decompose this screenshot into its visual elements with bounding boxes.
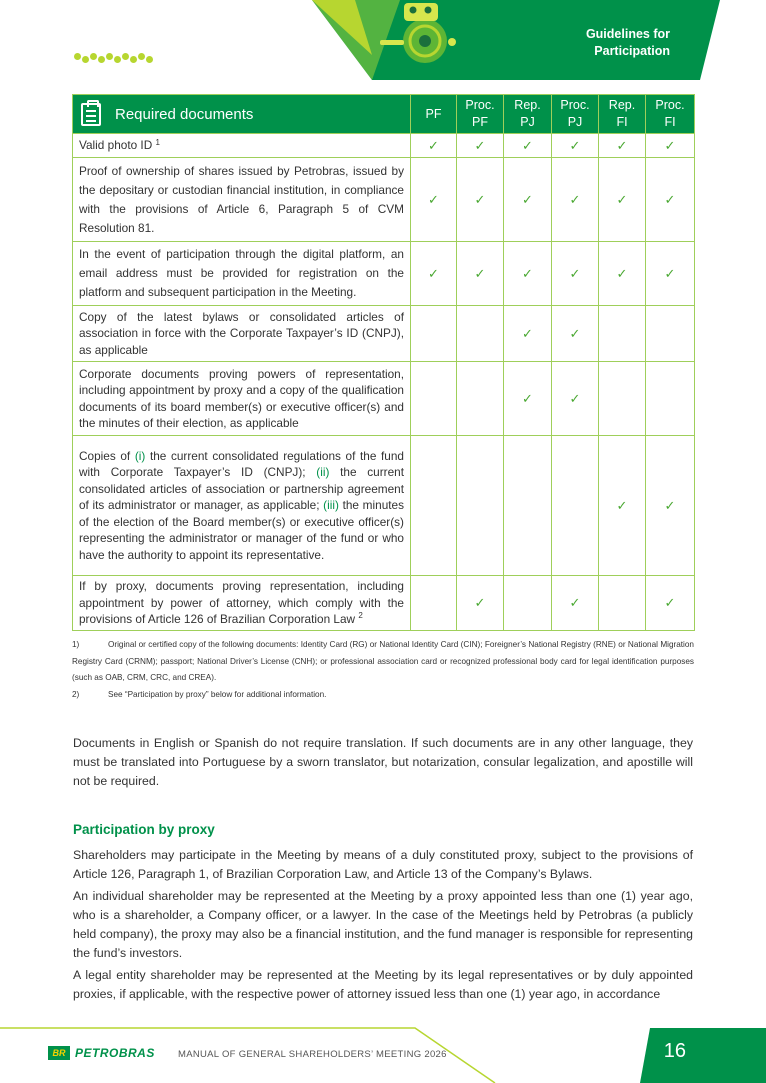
check-icon: ✓ xyxy=(457,158,504,242)
check-icon: ✓ xyxy=(599,242,646,306)
check-icon: ✓ xyxy=(599,436,646,576)
check-icon: ✓ xyxy=(552,362,599,436)
row-label: Copy of the latest bylaws or consolidated articles of association in force with the Corporate Taxpayer’s ID (CNPJ), as applicable xyxy=(73,306,411,362)
check-icon: ✓ xyxy=(646,158,695,242)
check-icon: ✓ xyxy=(552,158,599,242)
check-icon: ✓ xyxy=(646,134,695,158)
section-title-line1: Guidelines for xyxy=(585,27,670,41)
column-header-proc-pj: Proc. PJ xyxy=(552,95,599,134)
translation-paragraph: Documents in English or Spanish do not require translation. If such documents are in any other language, they must be translated into Portuguese by a sworn translator, but notarization, consular legalization, and apostille will not be required. xyxy=(73,736,693,788)
footer-decoration xyxy=(0,1000,766,1083)
clipboard-icon xyxy=(81,103,101,126)
proxy-paragraph-1: Shareholders may participate in the Meeting by means of a duly constituted proxy, subject to the provisions of Article 126, Paragraph 1, of Brazilian Corporation Law, and Article 13 of the Company’s Bylaws. xyxy=(73,848,693,881)
table-row xyxy=(73,158,695,242)
table-title: Required documents xyxy=(115,105,254,123)
proxy-heading: Participation by proxy xyxy=(73,822,215,837)
check-icon: ✓ xyxy=(552,576,599,631)
row-label: In the event of participation through the digital platform, an email address must be provided for registration on the platform and subsequent participation in the Meeting. xyxy=(73,242,411,306)
check-icon: ✓ xyxy=(504,306,552,362)
table-header-row xyxy=(73,95,695,134)
check-icon: ✓ xyxy=(457,134,504,158)
check-icon: ✓ xyxy=(599,158,646,242)
proxy-paragraph-2: An individual shareholder may be represented at the Meeting by a proxy appointed less than one (1) year ago, who is a shareholder, a Company officer, or a lawyer. In the case of the Meetings held by Petrobras (a publicly held company), the proxy may also be a financial institution, and the fund manager is responsible for representing the fund’s investors. xyxy=(73,889,693,960)
table-title-cell xyxy=(73,95,411,134)
petrobras-logo xyxy=(48,1046,155,1060)
check-icon: ✓ xyxy=(552,134,599,158)
check-icon: ✓ xyxy=(552,242,599,306)
check-icon: ✓ xyxy=(646,242,695,306)
row-label: If by proxy, documents proving representation, including appointment by power of attorney, which comply with the provisions of Article 126 of Brazilian Corporation Law $^2$ xyxy=(73,576,411,631)
required-documents-table xyxy=(72,94,695,631)
logo-text: PETROBRAS xyxy=(75,1046,155,1060)
check-icon: ✓ xyxy=(411,158,457,242)
table-row xyxy=(73,134,695,158)
check-icon: ✓ xyxy=(504,242,552,306)
column-header-proc-fi: Proc. FI xyxy=(646,95,695,134)
table-row xyxy=(73,436,695,576)
check-icon: ✓ xyxy=(646,576,695,631)
proxy-paragraph-3: A legal entity shareholder may be represented at the Meeting by its legal representatives or by duly appointed proxies, if applicable, with the respective power of attorney issued less than one (1) year ago, in accordance xyxy=(73,968,693,1001)
check-icon: ✓ xyxy=(504,134,552,158)
table-row xyxy=(73,242,695,306)
section-title-line2: Participation xyxy=(594,44,670,58)
row-label: Proof of ownership of shares issued by Petrobras, issued by the depositary or custodian financial institution, in compliance with the provisions of Article 6, Paragraph 5 of CVM Resolution 81. xyxy=(73,158,411,242)
page-number: 16 xyxy=(663,1040,686,1062)
check-icon: ✓ xyxy=(457,576,504,631)
check-icon: ✓ xyxy=(599,134,646,158)
manual-title: MANUAL OF GENERAL SHAREHOLDERS’ MEETING 2026 xyxy=(178,1049,447,1060)
footnote-1: 1) Original or certified copy of the following documents: Identity Card (RG) or National Identity Card (CIN); Foreigner’s National Registry (RNE) or National Migration Registry Card (CRNM); passport; National Driver’s License (CNH); or professional association card or recognized professional body card for legal identification purposes (such as OAB, CRM, CRC, and CREA). xyxy=(72,640,694,682)
section-title xyxy=(586,26,670,60)
footnote-2: 2) See “Participation by proxy” below for additional information. xyxy=(72,689,327,699)
check-icon: ✓ xyxy=(552,306,599,362)
decorative-dots xyxy=(74,53,153,63)
column-header-proc-pf: Proc. PF xyxy=(457,95,504,134)
table-row xyxy=(73,362,695,436)
column-header-rep-fi: Rep. FI xyxy=(599,95,646,134)
logo-badge: BR xyxy=(48,1046,70,1060)
check-icon: ✓ xyxy=(504,158,552,242)
row-label: Valid photo ID $^1$ xyxy=(73,134,411,158)
table-row xyxy=(73,576,695,631)
check-icon: ✓ xyxy=(457,242,504,306)
footnotes xyxy=(72,637,694,703)
column-header-pf: PF xyxy=(411,95,457,134)
column-header-rep-pj: Rep. PJ xyxy=(504,95,552,134)
check-icon: ✓ xyxy=(646,436,695,576)
table-row xyxy=(73,306,695,362)
check-icon: ✓ xyxy=(411,242,457,306)
row-label: Corporate documents proving powers of representation, including appointment by proxy and a copy of the qualification documents of its board member(s) or executive officer(s) and the minutes of their election, as applicable xyxy=(73,362,411,436)
check-icon: ✓ xyxy=(411,134,457,158)
row-label: Copies of (i) the current consolidated regulations of the fund with Corporate Taxpayer’s ID (CNPJ); (ii) the current consolidated articles of association or partnership agreement of its administrator or manager, as applicable; (iii) the minutes of the election of the Board member(s) or executive officer(s) representing the administrator or manager of the fund or who have the authority to appoint its representative. xyxy=(73,436,411,576)
check-icon: ✓ xyxy=(504,362,552,436)
